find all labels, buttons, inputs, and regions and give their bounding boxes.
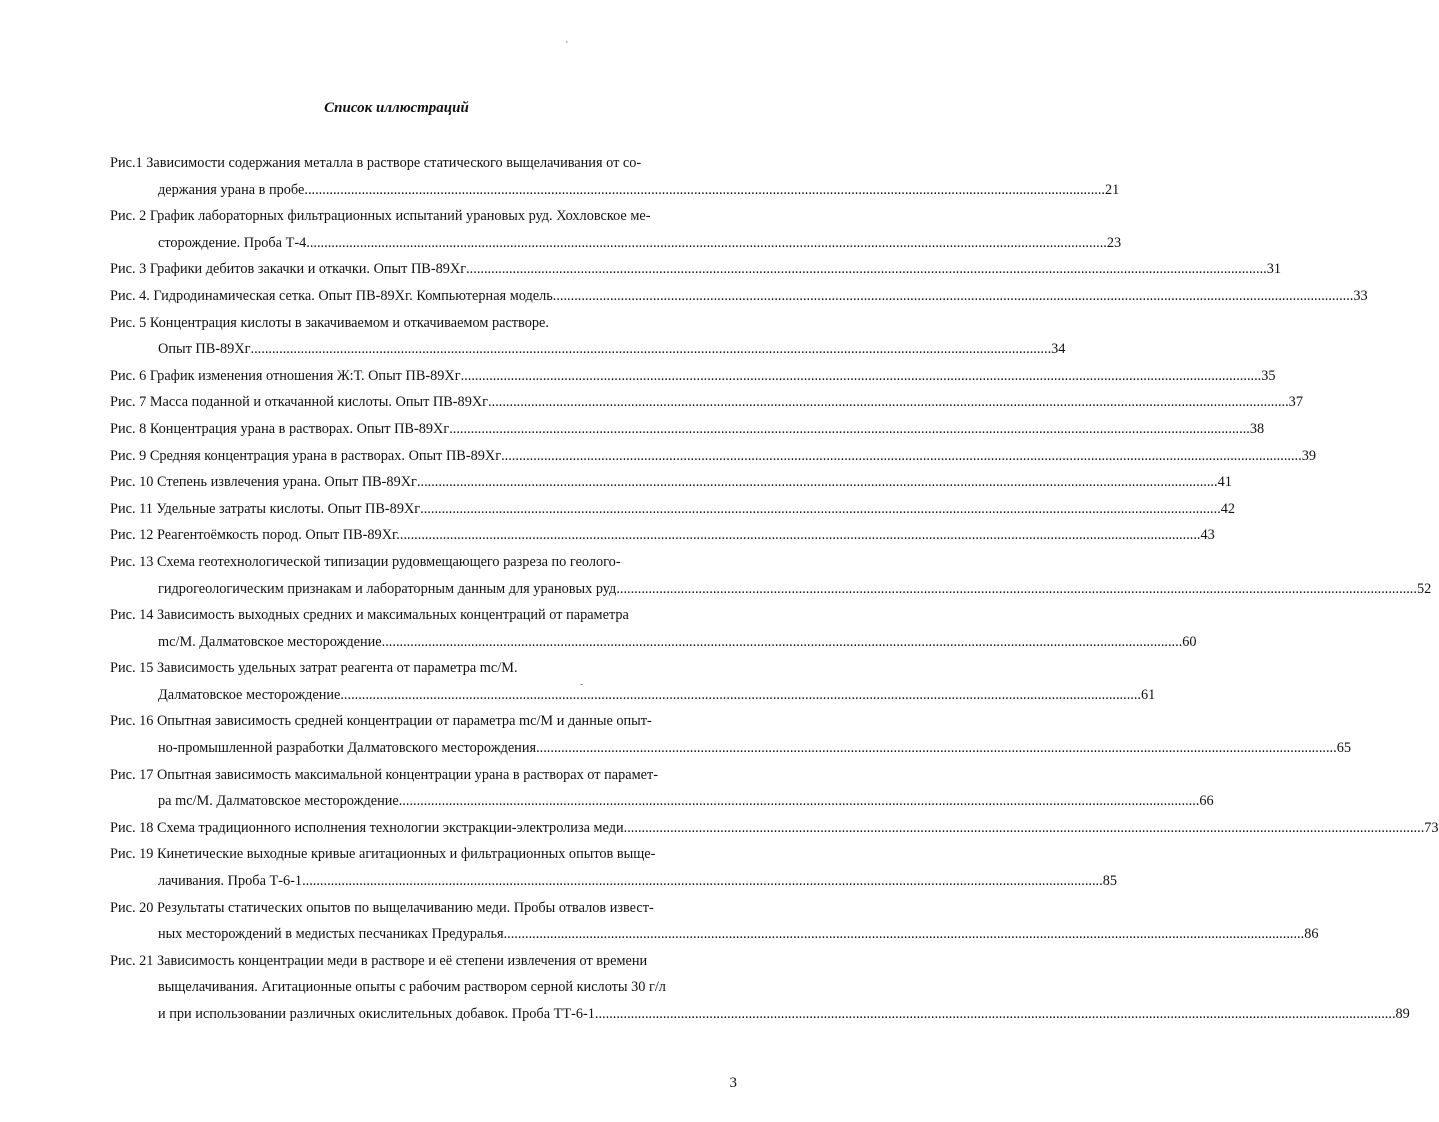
toc-entry xyxy=(110,948,1410,1028)
dot-leader xyxy=(501,443,1302,470)
toc-page-number: 38 xyxy=(1249,420,1265,437)
toc-page-number: 89 xyxy=(1395,1006,1410,1022)
toc-entry xyxy=(110,522,1215,549)
toc-text: Рис. 2 График лабораторных фильтрационных испытаний урановых руд. Хохловское ме- xyxy=(110,208,651,225)
toc-text: лачивания. Проба Т-6-1 xyxy=(158,873,303,890)
toc-line xyxy=(110,948,740,975)
toc-page-number: 35 xyxy=(1261,367,1276,384)
dot-leader xyxy=(553,283,1354,310)
toc-entry xyxy=(110,203,1122,256)
toc-line xyxy=(110,602,740,629)
dot-leader xyxy=(251,336,1052,363)
page-title: Список иллюстраций xyxy=(324,100,469,116)
dot-leader xyxy=(400,522,1201,549)
toc-line xyxy=(110,336,1066,363)
toc-line xyxy=(110,150,740,177)
dot-leader xyxy=(504,921,1305,948)
toc-text: гидрогеологическим признакам и лабораторным данным для урановых руд xyxy=(158,580,617,597)
toc-text: но-промышленной разработки Далматовского месторождения xyxy=(158,740,537,757)
toc-line xyxy=(110,283,1368,310)
toc-text: Рис. 14 Зависимость выходных средних и максимальных концентраций от параметра xyxy=(110,607,629,624)
dot-leader xyxy=(420,496,1221,523)
toc-page-number: 60 xyxy=(1182,633,1197,650)
toc-page-number: 21 xyxy=(1105,181,1120,198)
toc-line xyxy=(110,815,1439,842)
toc-text: Рис. 18 Схема традиционного исполнения технологии экстракции-электролиза меди xyxy=(110,819,624,836)
toc-text: Рис.1 Зависимости содержания металла в растворе статического выщелачивания от со- xyxy=(110,155,642,171)
dot-leader xyxy=(595,1001,1396,1028)
toc-line xyxy=(110,682,1156,709)
toc-line xyxy=(110,708,740,735)
toc-page-number: 61 xyxy=(1140,686,1156,703)
dot-leader xyxy=(399,788,1200,815)
toc-line xyxy=(110,841,740,868)
toc-line xyxy=(110,629,1197,656)
toc-text: Рис. 17 Опытная зависимость максимальной концентрации урана в растворах от парамет- xyxy=(110,766,658,783)
toc-text: Рис. 6 График изменения отношения Ж:Т. Опыт ПВ-89Хг xyxy=(110,367,461,384)
toc-page-number: 33 xyxy=(1353,287,1368,304)
toc-page-number: 43 xyxy=(1200,527,1215,544)
scan-mark: - xyxy=(580,679,584,690)
toc-line xyxy=(110,974,740,1001)
toc-text: Рис. 3 Графики дебитов закачки и откачки. Опыт ПВ-89Хг xyxy=(110,261,467,278)
toc-entry xyxy=(110,469,1232,496)
dot-leader xyxy=(449,416,1250,443)
toc-page-number: 39 xyxy=(1301,447,1316,464)
toc-line xyxy=(110,1001,1410,1028)
toc-entry xyxy=(110,762,1214,815)
toc-entry xyxy=(110,443,1316,470)
toc-page-number: 31 xyxy=(1266,261,1282,278)
toc-line xyxy=(110,443,1316,470)
toc-entry xyxy=(110,655,1156,708)
toc-text: Рис. 11 Удельные затраты кислоты. Опыт ПВ-89Хг xyxy=(110,500,421,517)
toc-text: держания урана в пробе xyxy=(158,181,305,198)
toc-text: ных месторождений в медистых песчаниках Предуралья xyxy=(158,926,504,943)
toc-entry xyxy=(110,549,1432,602)
toc-page-number: 85 xyxy=(1102,873,1117,890)
toc-line xyxy=(110,203,740,230)
toc-line xyxy=(110,549,740,576)
toc-text: Рис. 20 Результаты статических опытов по выщелачиванию меди. Пробы отвалов извест- xyxy=(110,899,654,916)
toc-text: Рис. 21 Зависимость концентрации меди в растворе и её степени извлечения от времени xyxy=(110,952,648,969)
dot-leader xyxy=(624,815,1425,842)
toc-entry xyxy=(110,256,1282,283)
toc-entry xyxy=(110,496,1236,523)
toc-entry xyxy=(110,310,1066,363)
toc-text: Рис. 19 Кинетические выходные кривые агитационных и фильтрационных опытов выще- xyxy=(110,846,656,863)
toc-line xyxy=(110,895,740,922)
toc-entry xyxy=(110,841,1117,894)
toc-text: ра mс/М. Далматовское месторождение xyxy=(158,793,399,810)
toc-entry xyxy=(110,283,1368,310)
toc-text: и при использовании различных окислительных добавок. Проба ТТ-6-1 xyxy=(158,1006,595,1022)
dot-leader xyxy=(536,735,1337,762)
toc-line xyxy=(110,256,1282,283)
toc-line xyxy=(110,469,1232,496)
toc-text: mс/М. Далматовское месторождение xyxy=(158,633,382,650)
dot-leader xyxy=(302,868,1103,895)
toc-page-number: 37 xyxy=(1288,394,1303,411)
toc-text: Рис. 12 Реагентоёмкость пород. Опыт ПВ-89Хг. xyxy=(110,527,400,544)
toc-text: Рис. 15 Зависимость удельных затрат реагента от параметра mс/М. xyxy=(110,660,518,677)
dot-leader xyxy=(306,230,1107,257)
toc-page-number: 86 xyxy=(1304,926,1319,943)
toc-entry xyxy=(110,895,1319,948)
dot-leader xyxy=(461,363,1262,390)
toc-text: Опыт ПВ-89Хг xyxy=(158,341,251,358)
toc-text: сторождение. Проба Т-4 xyxy=(158,234,307,251)
toc-line xyxy=(110,921,1319,948)
toc-text: Рис. 10 Степень извлечения урана. Опыт ПВ-89Хг xyxy=(110,474,417,491)
toc-page-number: 42 xyxy=(1220,500,1236,517)
dot-leader xyxy=(417,469,1218,496)
toc-entry xyxy=(110,389,1303,416)
toc-page-number: 23 xyxy=(1106,234,1122,251)
dot-leader xyxy=(488,389,1289,416)
toc-page-number: 52 xyxy=(1416,580,1432,597)
toc-line xyxy=(110,177,1120,204)
toc-entry xyxy=(110,363,1276,390)
toc-text: Рис. 5 Концентрация кислоты в закачиваемом и откачиваемом растворе. xyxy=(110,314,549,331)
toc-line xyxy=(110,496,1236,523)
illustrations-list xyxy=(110,150,1439,1028)
toc-line xyxy=(110,416,1265,443)
toc-entry xyxy=(110,602,1197,655)
dot-leader xyxy=(304,177,1105,204)
dot-leader xyxy=(466,256,1267,283)
toc-page-number: 34 xyxy=(1051,341,1066,358)
toc-line xyxy=(110,788,1214,815)
toc-text: Далматовское месторождение xyxy=(158,686,341,703)
toc-entry xyxy=(110,708,1351,761)
toc-entry xyxy=(110,815,1439,842)
toc-line xyxy=(110,522,1215,549)
toc-line xyxy=(110,576,1432,603)
toc-line xyxy=(110,735,1351,762)
toc-page-number: 73 xyxy=(1424,819,1439,836)
dot-leader xyxy=(382,629,1183,656)
toc-page-number: 66 xyxy=(1199,793,1214,810)
dot-leader xyxy=(616,576,1417,603)
toc-line xyxy=(110,389,1303,416)
toc-text: Рис. 7 Масса поданной и откачанной кислоты. Опыт ПВ-89Хг xyxy=(110,394,489,411)
toc-entry xyxy=(110,416,1265,443)
toc-line xyxy=(110,655,740,682)
toc-text: Рис. 9 Средняя концентрация урана в растворах. Опыт ПВ-89Хг xyxy=(110,447,502,464)
toc-entry xyxy=(110,150,1120,203)
dot-leader xyxy=(340,682,1141,709)
toc-line xyxy=(110,762,740,789)
toc-text: Рис. 16 Опытная зависимость средней концентрации от параметра mс/М и данные опыт- xyxy=(110,713,652,730)
toc-text: выщелачивания. Агитационные опыты с рабочим раствором серной кислоты 30 г/л xyxy=(158,979,666,996)
toc-text: Рис. 8 Концентрация урана в растворах. Опыт ПВ-89Хг xyxy=(110,420,450,437)
toc-line xyxy=(110,363,1276,390)
toc-page-number: 65 xyxy=(1336,740,1351,757)
toc-text: Рис. 13 Схема геотехнологической типизации рудовмещающего разреза по геолого- xyxy=(110,553,621,570)
toc-text: Рис. 4. Гидродинамическая сетка. Опыт ПВ-89Хг. Компьютерная модель xyxy=(110,287,553,304)
scan-mark: ' xyxy=(566,40,568,51)
toc-line xyxy=(110,868,1117,895)
toc-page-number: 41 xyxy=(1217,474,1232,491)
toc-line xyxy=(110,230,1122,257)
toc-line xyxy=(110,310,740,337)
page-number: 3 xyxy=(729,1075,737,1091)
